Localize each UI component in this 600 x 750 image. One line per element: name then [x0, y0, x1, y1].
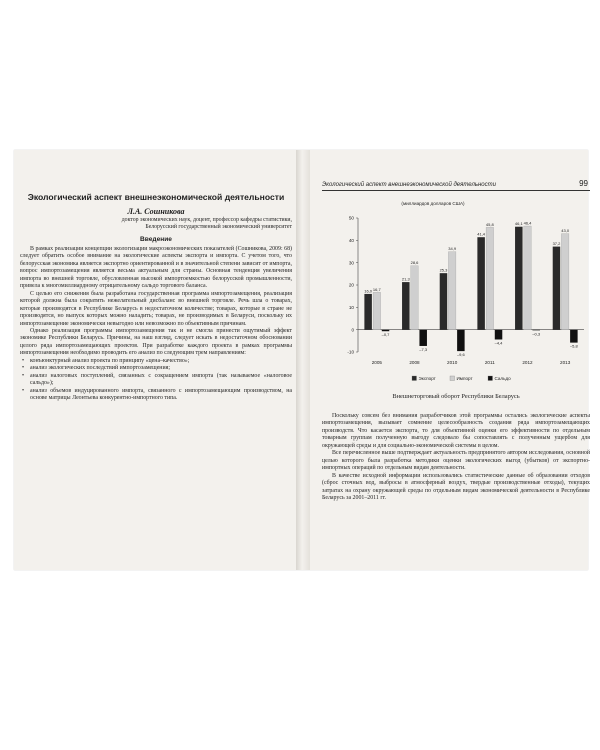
bar: [495, 330, 503, 340]
y-tick-label: 0: [351, 327, 354, 333]
analysis-directions-list: [20, 358, 292, 403]
right-paragraph-2: Все перечисленное выше подтверждает актуальность предпринятого автором исследования, основной целью которого была разработка методики оценки экологических выгод (убытков) от экспортно-импортных операций по отдельным видам деятельности.: [322, 450, 590, 472]
data-label: 37,2: [552, 240, 561, 246]
section-heading: Введение: [140, 236, 172, 243]
article-title: Экологический аспект внешнеэкономической деятельности: [27, 192, 285, 202]
bullet-icon: •: [22, 365, 25, 372]
y-tick-label: 50: [348, 215, 354, 221]
data-label: –9,6: [456, 352, 465, 358]
data-label: 45,8: [485, 221, 494, 227]
data-label: 16,0: [364, 288, 373, 294]
data-label: 28,6: [410, 260, 419, 266]
x-tick-label: 2010: [447, 360, 458, 365]
x-tick-label: 2005: [371, 360, 382, 365]
legend-label: Экспорт: [418, 376, 436, 382]
y-tick-label: 10: [348, 305, 354, 311]
list-item: • анализ налоговых поступлений, связанных с сокращением импорта (так называемое «налоговое сальдо»);: [22, 372, 292, 387]
bullet-icon: •: [22, 372, 25, 379]
bullet-icon: •: [22, 387, 25, 394]
data-label: –4,4: [494, 340, 503, 346]
list-item: • конъюнктурный анализ проекта по принципу «цена–качество»;: [22, 357, 190, 364]
bar: [457, 330, 465, 351]
bar: [561, 234, 569, 330]
bullet-icon: •: [22, 357, 25, 364]
legend-swatch: [450, 376, 455, 381]
bar: [364, 294, 372, 330]
legend-swatch: [412, 376, 417, 381]
data-label: 46,1: [514, 221, 523, 227]
y-tick-label: 30: [348, 260, 354, 266]
y-tick-label: 20: [348, 282, 354, 288]
left-paragraph-3: Однако реализация программы импортозамещения так и не смогла принести ощутимый эффект экономике Республики Беларусь. Причины, на наш взгляд, следует искать в недостаточном обосновании целого ряда импортозамещающих проектов. При разработке каждого проекта в рамках программы импортозамещения необходимо проводить его анализ по следующим трем направлениям:: [20, 327, 292, 357]
bar: [570, 330, 578, 343]
data-label: 25,3: [439, 267, 448, 273]
y-tick-label: -10: [347, 349, 354, 355]
legend-label: Импорт: [456, 376, 473, 382]
data-label: 16,7: [372, 286, 381, 292]
x-tick-label: 2013: [560, 360, 571, 365]
bar: [524, 226, 532, 330]
book-gutter: [296, 150, 310, 570]
bar: [553, 247, 561, 330]
data-label: 21,3: [401, 276, 410, 282]
x-tick-label: 2011: [484, 360, 495, 365]
y-tick-label: 40: [348, 238, 354, 244]
data-label: 41,4: [477, 231, 486, 237]
left-paragraph-2: С целью его снижения была разработана государственная программа импортозамещения, реализация которой должна была сократить нежелательный дисбаланс во внешней торговле. Речь шла о товарах, которые производятся в Республике Беларусь в недостаточном количестве; товарах, которые в стране не производятся, но выпуск которых можно наладить; товарах, не производимых в Беларуси, поскольку их импортозамещение экономически невыгодно или невозможно по объективным причинам.: [20, 290, 292, 327]
data-label: –5,8: [569, 343, 578, 349]
data-label: –0,7: [381, 332, 390, 338]
page-number: 99: [579, 179, 588, 188]
left-paragraph-1: В рамках реализации концепции экологизации макроэкономических показателей (Сошникова, 2009: 68) следует обратить особое внимание на экологические аспекты экспорта и импорта. С учетом того, что белорусская экономика является экспортно ориентированной и в значительной степени зависит от импорта, вопрос импортозамещения является весьма актуальным для страны. Основная тенденция увеличения импорта во внешней торговле, обусловленная высокой импортоемкостью белорусской промышленности, привела к многомиллиардному отрицательному сальдо торгового баланса.: [20, 246, 292, 290]
right-page: [322, 413, 590, 502]
list-item: • анализ экологических последствий импортозамещения;: [22, 365, 170, 372]
right-paragraph-3: В качестве исходной информации использовались статистические данные об образовании отходов (сброс сточных вод, выбросы в атмосферный воздух, твердые производственные отходы), текущих затратах на охрану окружающей среды по отдельным видам экономической деятельности в Республике Беларусь за 2001–2011 гг.: [322, 472, 590, 501]
bar: [532, 330, 540, 331]
running-header: [322, 181, 590, 191]
bar: [402, 282, 410, 330]
chart-caption: Внешнеторговый оборот Республики Беларусь: [392, 393, 520, 400]
data-label: –7,3: [419, 346, 428, 352]
left-page: [20, 192, 292, 403]
data-label: 46,4: [523, 220, 532, 226]
bar: [477, 237, 485, 329]
data-label: 34,9: [448, 246, 457, 252]
bar: [448, 252, 456, 330]
list-item: • анализ объемов индуцированного импорта, связанного с импортозамещающим производством, на основе матрицы Леонтьева конкурентно-импортного типа.: [22, 387, 292, 402]
bar: [419, 330, 427, 346]
legend-swatch: [488, 376, 493, 381]
bar: [440, 273, 448, 330]
bar: [373, 292, 381, 329]
author-name: Л.А. Сошникова: [127, 207, 185, 216]
author-affiliation-line-1: доктор экономических наук, доцент, профессор кафедры статистики,: [121, 217, 292, 223]
bar: [515, 227, 523, 330]
running-head-text: Экологический аспект внешнеэкономической деятельности: [322, 182, 496, 188]
chart-title: (миллиардов долларов США): [401, 201, 465, 206]
x-tick-label: 2012: [522, 360, 533, 365]
trade-turnover-chart: [338, 196, 588, 386]
bar: [382, 330, 390, 332]
data-label: –0,3: [532, 331, 541, 337]
x-tick-label: 2008: [409, 360, 420, 365]
bar: [486, 227, 494, 329]
author-affiliation-line-2: Белорусский государственный экономический университет: [145, 224, 292, 230]
legend-label: Сальдо: [494, 376, 511, 382]
right-paragraph-1: Поскольку совсем без внимания разработчиков этой программы остались экологические аспекты импортозамещения, вызывает сомнение целесообразность создания ряда импортозамещающих производств. Что касается экспорта, то для объективной оценки его эффективности по отдельным товарным группам полученную выгоду следовало бы сопоставлять с полученным ущербом для окружающей среды и для социально-экономической системы в целом.: [322, 413, 590, 449]
data-label: 43,0: [561, 228, 570, 234]
bar: [411, 266, 419, 330]
